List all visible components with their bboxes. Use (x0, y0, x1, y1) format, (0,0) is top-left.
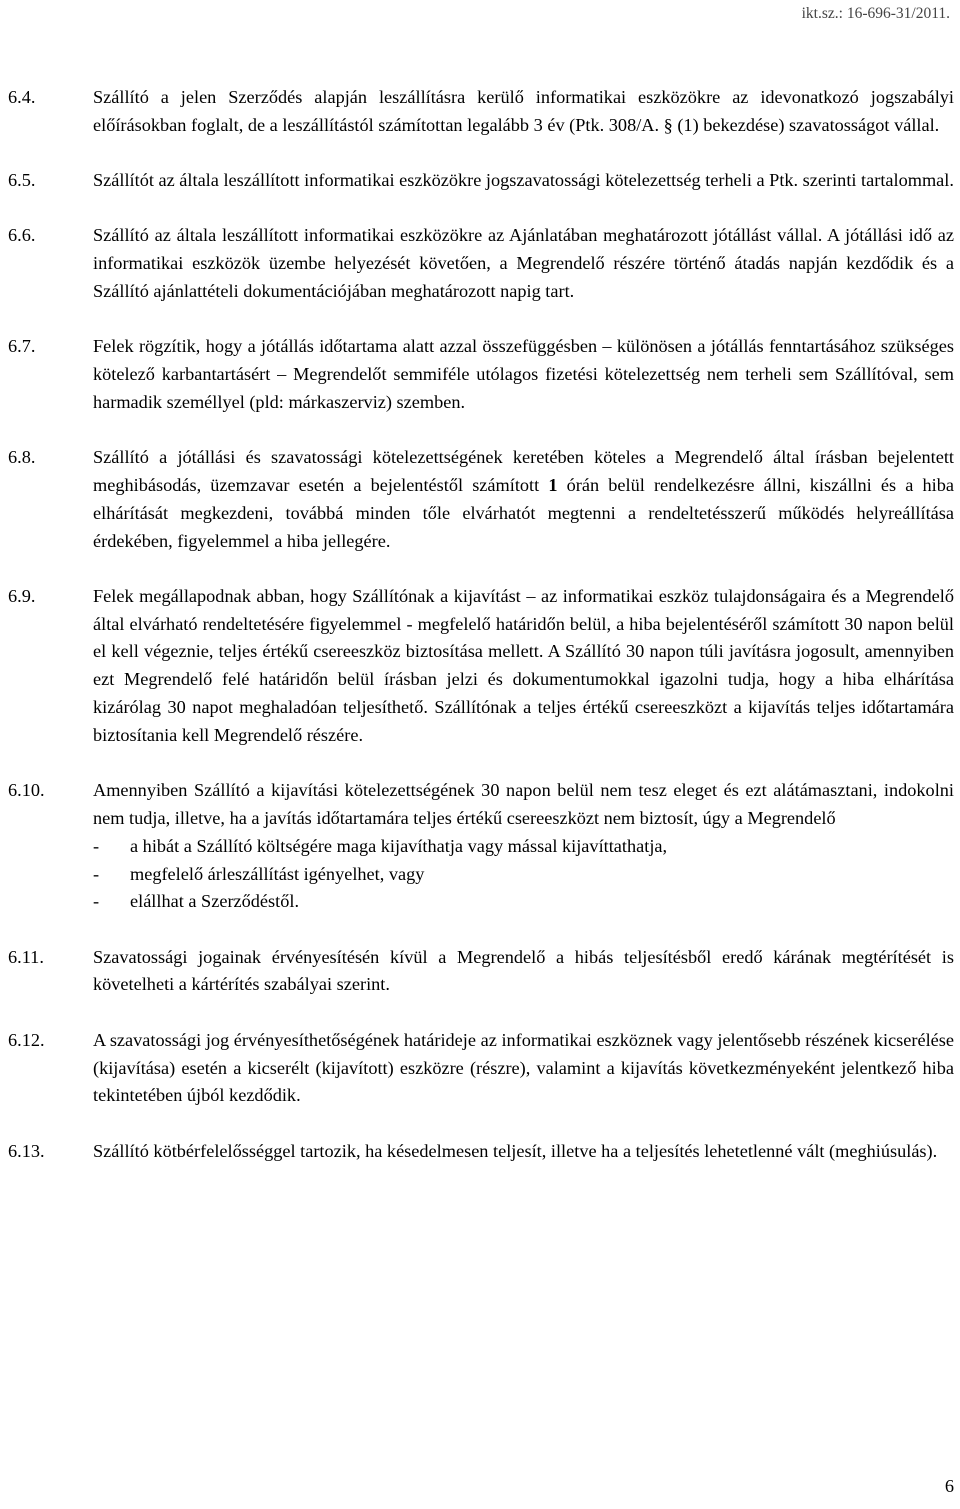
list-item-text: elállhat a Szerződéstől. (130, 891, 300, 912)
section-number: 6.12. (8, 1029, 45, 1050)
section-6-9 (8, 583, 954, 750)
section-6-10 (8, 777, 954, 916)
section-6-7 (8, 333, 954, 416)
list-item-text: a hibát a Szállító költségére maga kijavíthatja vagy mással kijavíttathatja, (130, 835, 668, 856)
section-content (93, 777, 954, 916)
list-item-text: megfelelő árleszállítást igényelhet, vagy (130, 863, 425, 884)
list-dash: - (93, 891, 100, 912)
page-number: 6 (944, 1476, 954, 1496)
section-number: 6.8. (8, 447, 36, 468)
document-reference: ikt.sz.: 16-696-31/2011. (801, 5, 950, 22)
section-6-13 (8, 1138, 954, 1166)
section-6-8 (8, 444, 954, 555)
section-text: Szavatossági jogainak érvényesítésén kívül a Megrendelő a hibás teljesítésből eredő kárának megtérítését is követelheti a kártérítés szabályai szerint. (93, 946, 954, 995)
section-text: Szállítót az általa leszállított informatikai eszközökre jogszavatossági kötelezettség terheli a Ptk. szerinti tartalommal. (93, 170, 954, 191)
section-number: 6.11. (8, 946, 44, 967)
section-6-4 (8, 84, 954, 140)
section-6-11 (8, 944, 954, 1000)
section-number: 6.13. (8, 1140, 45, 1161)
section-text-part: Szállító a jótállási és szavatossági kötelezettségének keretében köteles a Megrendelő által írásban bejelentett meghibásodás, üzemzavar esetén a bejelentéstől számított (93, 447, 954, 495)
section-6-6 (8, 222, 954, 305)
section-text: Szállító kötbérfelelősséggel tartozik, ha késedelmesen teljesít, illetve ha a teljesítés lehetetlenné vált (meghiúsulás). (93, 1140, 938, 1161)
section-text-part: órán belül rendelkezésre állni, kiszállni és a hiba elhárítását megkezdeni, továbbá minden tőle elvárhatót megtenni a rendeltetésszerű működés helyreállítása érdekében, figyelemmel a hiba jellegére. (93, 474, 954, 551)
section-text: Felek megállapodnak abban, hogy Szállítónak a kijavítást – az informatikai eszköz tulajdonságaira és a Megrendelő által elvárható rendeltetésére figyelemmel - megfelelő határidőn belül, a hiba bejelentéséről számított 30 napon belül el kell végeznie, teljes értékű csereeszköz biztosítása mellett. A Szállító 30 napon túli javításra jogosult, amennyiben ezt Megrendelő felé határidőn belül írásban jelzi és dokumentumokkal igazolni tudja, hogy a hiba elhárítása kizárólag 30 napot meghaladóan teljesíthető. Szállítónak a teljes értékű csereeszközt a kijavítás teljes időtartamára biztosítania kell Megrendelő részére. (93, 585, 954, 745)
list-item (93, 888, 954, 916)
section-number: 6.6. (8, 225, 36, 246)
section-text: A szavatossági jog érvényesíthetőségének határideje az informatikai eszköznek vagy jelentősebb részének kicserélése (kijavítása) esetén a kicserélt (kijavított) eszközre (részre), valamint a kijavítás következményeként jelentkező hiba tekintetében újból kezdődik. (93, 1029, 954, 1106)
section-text: Szállító az általa leszállított informatikai eszközökre az Ajánlatában meghatározott jótállást vállal. A jótállási idő az informatikai eszközök üzembe helyezését követően, a Megrendelő részére történő átadás napján kezdődik és a Szállító ajánlattételi dokumentációjában meghatározott napig tart. (93, 225, 954, 301)
response-hours-value: 1 (548, 474, 558, 495)
section-number: 6.9. (8, 585, 36, 606)
section-text: Szállító a jelen Szerződés alapján leszállításra kerülő informatikai eszközökre az idevonatkozó jogszabályi előírásokban foglalt, de a leszállítástól számítottan legalább 3 év (Ptk. 308/A. § (1) bekezdése) szavatosságot vállal. (93, 87, 954, 135)
section-number: 6.10. (8, 780, 45, 801)
section-number: 6.4. (8, 87, 36, 107)
section-text (93, 444, 954, 555)
section-number: 6.7. (8, 336, 36, 357)
list-item (93, 861, 954, 889)
list-item (93, 833, 954, 861)
list-dash: - (93, 835, 100, 856)
section-text: Felek rögzítik, hogy a jótállás időtartama alatt azzal összefüggésben – különösen a jótállás fenntartásához szükséges kötelező karbantartásért – Megrendelőt semmiféle utólagos fizetési kötelezettség nem terheli sem Szállítóval, sem harmadik személlyel (pld: márkaszerviz) szemben. (93, 336, 954, 412)
document-body (8, 84, 954, 1193)
section-text: Amennyiben Szállító a kijavítási kötelezettségének 30 napon belül nem tesz eleget és ezt alátámasztani, indokolni nem tudja, illetve, ha a javítás időtartamára teljes értékű csereeszközt nem biztosít, úgy a Megrendelő (93, 780, 954, 828)
section-6-5 (8, 167, 954, 195)
section-6-12 (8, 1027, 954, 1110)
section-number: 6.5. (8, 170, 36, 191)
list-dash: - (93, 863, 100, 884)
